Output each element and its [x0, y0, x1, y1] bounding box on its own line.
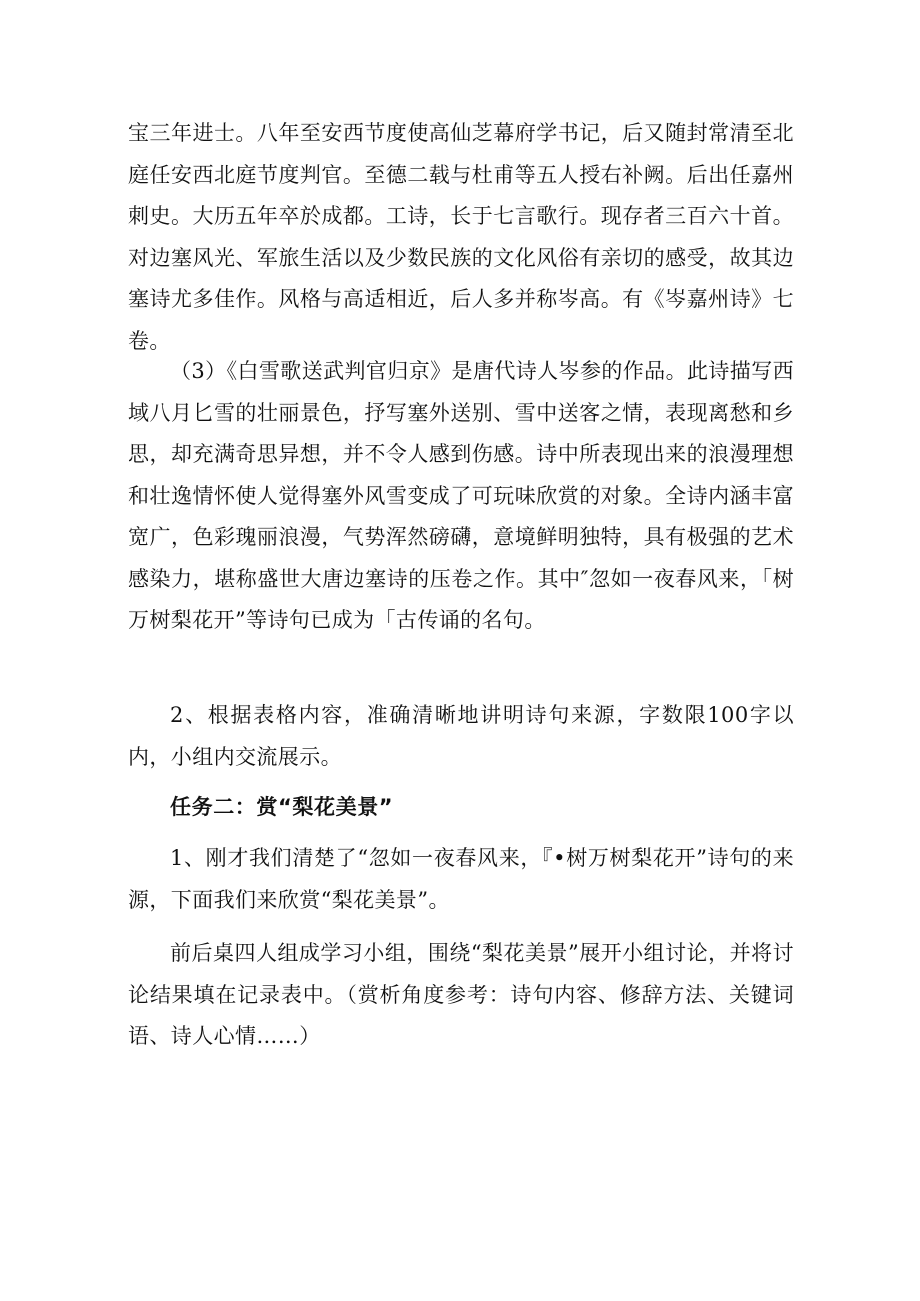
- paragraph-task-instruction: 2、根据表格内容，准确清晰地讲明诗句来源，字数限100字以内，小组内交流展示。: [128, 703, 794, 769]
- paragraph-group-discussion: 前后桌四人组成学习小组，围绕“梨花美景”展开小组讨论，并将讨论结果填在记录表中。（赏析角度参考：诗句内容、修辞方法、关键词语、诗人心情……）: [128, 941, 794, 1048]
- task-two-heading: 任务二：赏“梨花美景”: [170, 795, 394, 819]
- paragraph-poet-biography: 宝三年进士。八年至安西节度使高仙芝幕府学书记，后又随封常清至北庭任安西北庭节度判官。至德二载与杜甫等五人授右补阙。后出任嘉州刺史。大历五年卒於成都。工诗，长于七言歌行。现存者三百六十首。对边塞风光、军旅生活以及少数民族的文化风俗有亲切的感受，故其边塞诗尤多佳作。风格与高适相近，后人多并称岑高。有《岑嘉州诗》七卷。: [128, 121, 794, 353]
- paragraph-poem-introduction: （3）《白雪歌送武判官归京》是唐代诗人岑参的作品。此诗描写西域八月匕雪的壮丽景色，抒写塞外送别、雪中送客之情，表现离愁和乡思，却充满奇思异想，并不令人感到伤感。诗中所表现出来的浪漫理想和壮逸情怀使人觉得塞外风雪变成了可玩味欣赏的对象。全诗内涵丰富宽广，色彩瑰丽浪漫，气势浑然磅礴，意境鲜明独特，具有极强的艺术感染力，堪称盛世大唐边塞诗的压卷之作。其中″忽如一夜春风来，「树万树梨花开”等诗句已成为「古传诵的名句。: [128, 359, 794, 632]
- paragraph-appreciation-intro: 1、刚才我们清楚了“忽如一夜春风来，『•树万树梨花开”诗句的来源，下面我们来欣赏“梨花美景”。: [128, 846, 794, 912]
